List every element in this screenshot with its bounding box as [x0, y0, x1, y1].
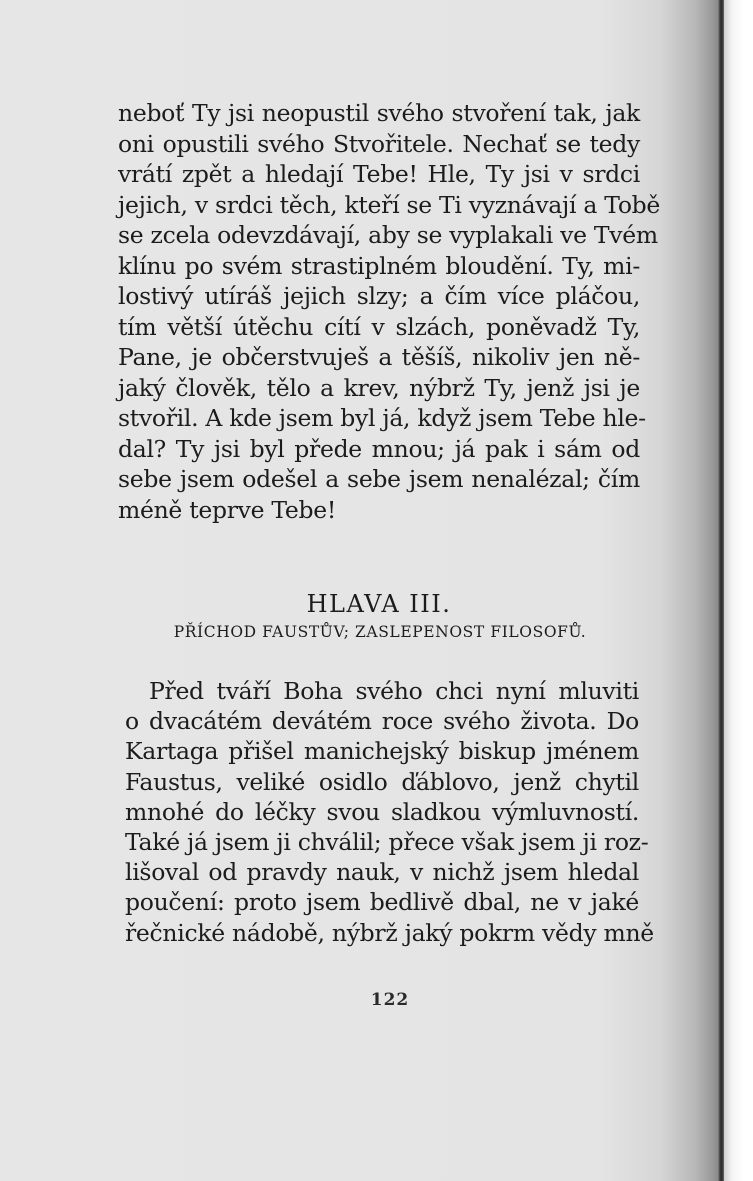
text-line: neboť Ty jsi neopustil svého stvoření tak, jak — [118, 99, 640, 127]
text-line: o dvacátém devátém roce svého života. Do — [125, 707, 639, 736]
text-line: klínu po svém strastiplném bloudění. Ty, mi- — [118, 251, 640, 280]
text-line: dal? Ty jsi byl přede mnou; já pak i sám od — [118, 434, 640, 463]
chapter-title: HLAVA III. — [306, 590, 452, 618]
page-number: 122 — [370, 990, 410, 1010]
text-line: oni opustili svého Stvořitele. Nechať se tedy — [118, 129, 640, 158]
text-line: jaký člověk, tělo a krev, nýbrž Ty, jenž jsi je — [118, 373, 640, 402]
text-line: Před tváří Boha svého chci nyní mluviti — [149, 677, 639, 705]
text-line: lostivý utíráš jejich slzy; a čím více pláčou, — [118, 282, 640, 310]
text-line: Faustus, veliké osidlo ďáblovo, jenž chytil — [125, 767, 639, 796]
text-line: Také já jsem ji chválil; přece však jsem ji roz- — [125, 828, 649, 857]
text-line: Pane, je občerstvuješ a těšíš, nikoliv jen ně- — [118, 343, 640, 371]
text-line: mnohé do léčky svou sladkou výmluvností. — [125, 797, 639, 826]
text-line: Kartaga přišel manichejský biskup jménem — [125, 737, 639, 766]
text-line: jejich, v srdci těch, kteří se Ti vyznávají a Tobě — [118, 190, 661, 219]
chapter-subtitle: PŘÍCHOD FAUSTŮV; ZASLEPENOST FILOSOFŮ. — [173, 623, 587, 641]
text-line: lišoval od pravdy nauk, v nichž jsem hledal — [125, 858, 639, 887]
continued-paragraph — [118, 98, 661, 525]
new-paragraph — [125, 676, 654, 948]
text-line: poučení: proto jsem bedlivě dbal, ne v jaké — [125, 888, 639, 917]
text-line: řečnické nádobě, nýbrž jaký pokrm vědy mně — [125, 918, 654, 947]
page-edge-background — [724, 0, 753, 1181]
text-line: sebe jsem odešel a sebe jsem nenalézal; čím — [118, 465, 640, 493]
text-line: vrátí zpět a hledají Tebe! Hle, Ty jsi v srdci — [118, 160, 640, 188]
text-line: se zcela odevzdávají, aby se vyplakali ve Tvém — [118, 221, 658, 249]
text-line: méně teprve Tebe! — [118, 495, 337, 524]
text-line: stvořil. A kde jsem byl já, když jsem Tebe hle- — [118, 404, 646, 432]
text-line: tím větší útěchu cítí v slzách, poněvadž Ty, — [118, 312, 640, 341]
